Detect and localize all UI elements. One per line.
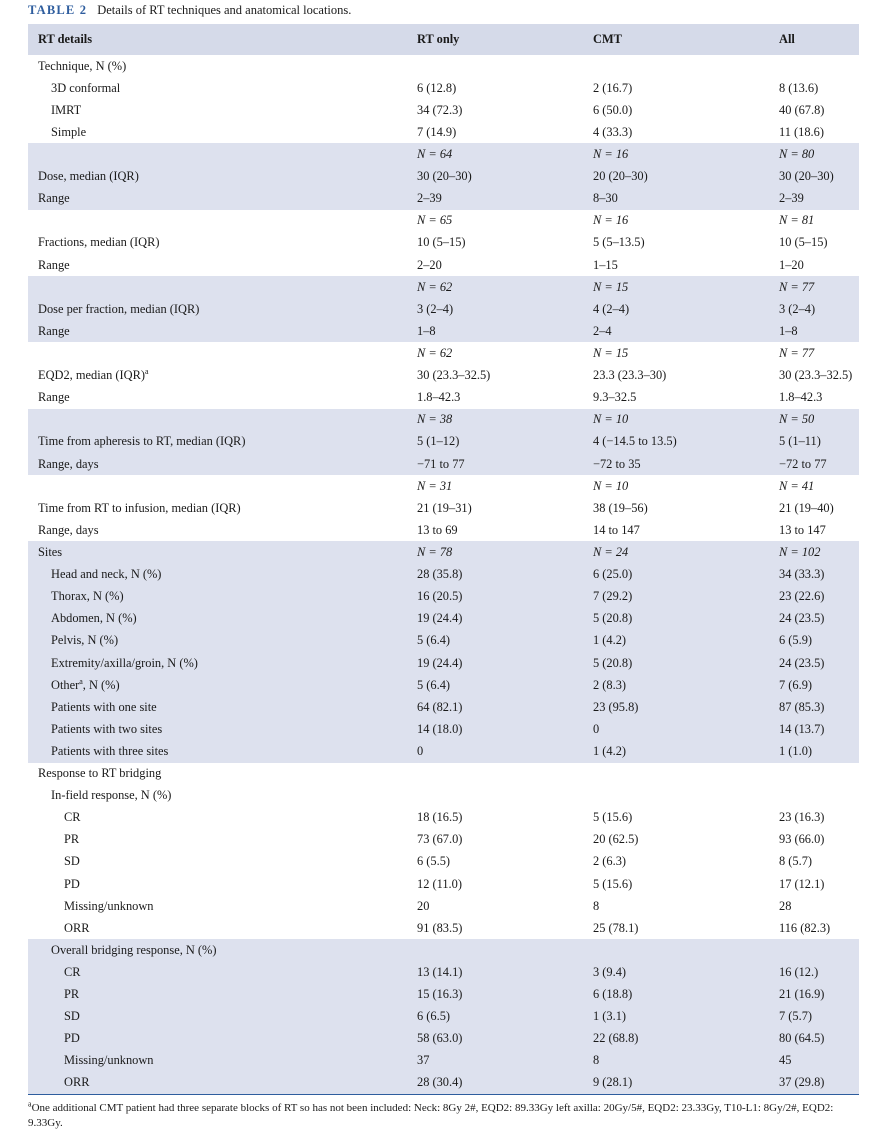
cell-cmt: 23 (95.8) [593,699,639,714]
table-row [28,232,859,254]
row-label [28,519,407,541]
row-label [28,895,407,917]
row-label [28,431,407,453]
cell-cmt: 1–15 [593,257,618,272]
cell-all: N = 102 [779,544,821,559]
table-row [28,497,859,519]
cell-cmt: 7 (29.2) [593,589,633,604]
row-label-text: Pelvis, N (%) [51,633,119,648]
table-row [28,541,859,563]
table-row [28,829,859,851]
cell-rt-only: 5 (1–12) [417,434,460,449]
row-label-text: Dose per fraction, median (IQR) [38,301,200,316]
table-row [28,519,859,541]
row-label [28,55,407,77]
header-cmt: CMT [593,32,622,46]
cell-all: 7 (5.7) [779,1009,813,1024]
table-row [28,298,859,320]
row-label [28,166,407,188]
cell-all: 21 (16.9) [779,987,825,1002]
table-row [28,674,859,696]
table-row [28,409,859,431]
cell-cmt: N = 16 [593,213,629,228]
row-label-text: Thorax, N (%) [51,589,124,604]
row-label-text: EQD2, median (IQR) [38,368,146,383]
row-label [28,630,407,652]
cell-all: 28 [779,898,792,913]
row-label [28,652,407,674]
cell-cmt: 0 [593,721,600,736]
header-all: All [779,32,795,46]
cell-all: 8 (13.6) [779,80,819,95]
cell-all: 116 (82.3) [779,920,831,935]
cell-all: N = 81 [779,213,815,228]
row-label [28,1028,407,1050]
row-label-text: CR [64,810,81,825]
row-label [28,254,407,276]
table-row [28,121,859,143]
table-footnote [28,1101,863,1131]
table-row [28,740,859,762]
row-label [28,365,407,387]
row-label-text: PR [64,832,80,847]
table-row [28,873,859,895]
cell-cmt: 5 (5–13.5) [593,235,645,250]
table-row [28,807,859,829]
cell-rt-only: N = 78 [417,544,453,559]
cell-rt-only: 15 (16.3) [417,987,463,1002]
row-label [28,1006,407,1028]
row-label-text: Range [38,390,70,405]
table-row [28,917,859,939]
table-row [28,276,859,298]
cell-cmt [583,763,769,785]
table-row [28,1050,859,1072]
row-label [28,409,407,431]
row-label [28,696,407,718]
table-row [28,453,859,475]
row-label [28,807,407,829]
cell-all: 87 (85.3) [779,699,825,714]
cell-rt-only: 10 (5–15) [417,235,466,250]
cell-all: N = 77 [779,279,815,294]
table-row [28,475,859,497]
cell-cmt: 5 (20.8) [593,611,633,626]
cell-cmt: 25 (78.1) [593,920,639,935]
table-row [28,166,859,188]
row-label-text: Simple [51,124,87,139]
cell-cmt: N = 16 [593,146,629,161]
row-label [28,785,407,807]
cell-all: 80 (64.5) [779,1031,825,1046]
table-number: TABLE 2 [28,3,88,17]
cell-cmt: 6 (50.0) [593,102,633,117]
cell-all: 24 (23.5) [779,611,825,626]
row-label-text: Response to RT bridging [38,766,162,781]
cell-rt-only: 1.8–42.3 [417,390,461,405]
cell-cmt: 23.3 (23.3–30) [593,368,667,383]
cell-all: 40 (67.8) [779,102,825,117]
cell-cmt: 6 (25.0) [593,567,633,582]
cell-rt-only: 73 (67.0) [417,832,463,847]
table-row [28,608,859,630]
cell-all: 7 (6.9) [779,677,813,692]
cell-all: 30 (23.3–32.5) [779,368,853,383]
table-row [28,895,859,917]
cell-all: 45 [779,1053,792,1068]
table-caption [28,2,351,18]
row-label-text: Dose, median (IQR) [38,169,139,184]
cell-cmt: 2–4 [593,323,612,338]
row-label [28,453,407,475]
table-row [28,1072,859,1094]
row-label-text: Missing/unknown [64,898,154,913]
footnote-mark: a [28,1099,32,1109]
cell-cmt: 1 (3.1) [593,1009,627,1024]
row-label-text: Range [38,257,70,272]
cell-cmt: N = 10 [593,412,629,427]
cell-rt-only: 16 (20.5) [417,589,463,604]
row-label-text: Missing/unknown [64,1053,154,1068]
cell-all: 10 (5–15) [779,235,828,250]
cell-all: 37 (29.8) [779,1075,825,1090]
row-label-text: PR [64,987,80,1002]
row-label-text: Technique, N (%) [38,58,127,73]
rt-details-table [28,24,859,1095]
cell-all [769,939,859,961]
footnote-text: One additional CMT patient had three separate blocks of RT so has not been included: Neck: 8Gy 2#, EQD2: 89.33Gy left axilla: 20Gy/5#, EQD2: 23.33Gy, T10-L1: 8Gy/2#, EQD2: 9.33Gy. [28,1102,834,1129]
row-label [28,1050,407,1072]
row-label-text: Patients with three sites [51,743,169,758]
cell-all: N = 77 [779,345,815,360]
cell-cmt: 2 (6.3) [593,854,627,869]
row-label [28,541,407,563]
row-label-text: PD [64,1031,80,1046]
row-label-text: Time from RT to infusion, median (IQR) [38,500,241,515]
row-label-text: PD [64,876,80,891]
cell-rt-only: 19 (24.4) [417,655,463,670]
row-label [28,387,407,409]
table-row [28,984,859,1006]
cell-rt-only: N = 62 [417,345,453,360]
row-label-text: Range, days [38,522,99,537]
cell-rt-only: 34 (72.3) [417,102,463,117]
cell-all: 8 (5.7) [779,854,813,869]
row-label-text: Abdomen, N (%) [51,611,137,626]
cell-rt-only: 3 (2–4) [417,301,454,316]
table-row [28,763,859,785]
cell-rt-only: 13 (14.1) [417,965,463,980]
row-label-text: Range [38,191,70,206]
table-row [28,851,859,873]
row-label-text: In-field response, N (%) [51,788,172,803]
row-label-text: SD [64,1009,80,1024]
row-label-text: Time from apheresis to RT, median (IQR) [38,434,246,449]
table-row [28,387,859,409]
row-label [28,674,407,696]
cell-all [769,763,859,785]
cell-rt-only: 6 (6.5) [417,1009,451,1024]
row-label [28,873,407,895]
row-label-text: CR [64,965,81,980]
cell-rt-only [407,55,583,77]
cell-all: 11 (18.6) [779,124,824,139]
cell-rt-only: N = 65 [417,213,453,228]
table-row [28,77,859,99]
cell-all: N = 50 [779,412,815,427]
cell-all: N = 41 [779,478,815,493]
table-row [28,55,859,77]
cell-cmt: 4 (33.3) [593,124,633,139]
row-label [28,188,407,210]
cell-cmt: −72 to 35 [593,456,641,471]
cell-all: 24 (23.5) [779,655,825,670]
cell-cmt: 4 (2–4) [593,301,630,316]
table-row [28,718,859,740]
cell-cmt: N = 15 [593,279,629,294]
row-label-text: Patients with one site [51,699,157,714]
cell-cmt: 8 [593,898,600,913]
header-row [28,24,859,55]
cell-rt-only: 21 (19–31) [417,500,472,515]
cell-rt-only [407,763,583,785]
row-label [28,298,407,320]
cell-all: 3 (2–4) [779,301,816,316]
cell-rt-only: 6 (5.5) [417,854,451,869]
cell-cmt: 9 (28.1) [593,1075,633,1090]
cell-cmt: 5 (15.6) [593,810,633,825]
row-label-text: Range, days [38,456,99,471]
cell-cmt: 4 (−14.5 to 13.5) [593,434,677,449]
footnote-ref: a [145,366,149,376]
cell-all: 5 (1–11) [779,434,821,449]
row-label [28,143,407,165]
table-row [28,431,859,453]
cell-all: −72 to 77 [779,456,827,471]
row-label [28,497,407,519]
table-row [28,586,859,608]
cell-cmt: 6 (18.8) [593,987,633,1002]
row-label-text: ORR [64,1075,90,1090]
table-row [28,696,859,718]
cell-rt-only: −71 to 77 [417,456,465,471]
cell-cmt: 1 (4.2) [593,633,627,648]
cell-rt-only: 14 (18.0) [417,721,463,736]
cell-rt-only: 7 (14.9) [417,124,457,139]
cell-rt-only: 12 (11.0) [417,876,462,891]
cell-rt-only: 30 (23.3–32.5) [417,368,491,383]
cell-rt-only: 18 (16.5) [417,810,463,825]
cell-cmt: 9.3–32.5 [593,390,637,405]
cell-rt-only: N = 31 [417,478,453,493]
cell-cmt: 38 (19–56) [593,500,648,515]
cell-rt-only: 28 (35.8) [417,567,463,582]
cell-rt-only [407,939,583,961]
row-label-text: Range [38,323,70,338]
cell-cmt: N = 24 [593,544,629,559]
cell-rt-only: 91 (83.5) [417,920,463,935]
row-label [28,320,407,342]
table-row [28,1006,859,1028]
table-row [28,188,859,210]
cell-cmt [583,785,769,807]
cell-cmt: 2 (16.7) [593,80,633,95]
cell-cmt [583,55,769,77]
row-label-text: Extremity/axilla/groin, N (%) [51,655,198,670]
table-row [28,365,859,387]
row-label [28,475,407,497]
cell-all: 6 (5.9) [779,633,813,648]
cell-cmt: 8–30 [593,191,618,206]
cell-all: 1 (1.0) [779,743,813,758]
header-rt-only: RT only [417,32,460,46]
cell-cmt: 5 (20.8) [593,655,633,670]
cell-cmt: 3 (9.4) [593,965,627,980]
table-row [28,99,859,121]
row-label [28,961,407,983]
row-label-text: Patients with two sites [51,721,163,736]
table-row [28,785,859,807]
row-label [28,851,407,873]
row-label [28,276,407,298]
row-label-text: Overall bridging response, N (%) [51,942,217,957]
cell-all: 23 (22.6) [779,589,825,604]
row-label [28,718,407,740]
cell-all [769,785,859,807]
cell-all: 14 (13.7) [779,721,825,736]
row-label-text: Sites [38,544,63,559]
table-row [28,1028,859,1050]
cell-rt-only: 30 (20–30) [417,169,472,184]
row-label-text: ORR [64,920,90,935]
table-row [28,143,859,165]
row-label [28,608,407,630]
cell-cmt: N = 15 [593,345,629,360]
table-title: Details of RT techniques and anatomical locations. [97,3,352,17]
row-label [28,232,407,254]
table-row [28,320,859,342]
cell-rt-only: 2–20 [417,257,442,272]
cell-all: 16 (12.) [779,965,819,980]
table-row [28,652,859,674]
cell-rt-only: 37 [417,1053,430,1068]
cell-rt-only: 2–39 [417,191,442,206]
cell-all [769,55,859,77]
table-row [28,961,859,983]
cell-rt-only: 20 [417,898,430,913]
table-row [28,254,859,276]
row-label [28,99,407,121]
cell-cmt: 5 (15.6) [593,876,633,891]
row-label [28,342,407,364]
row-label-text: 3D conformal [51,80,121,95]
row-label [28,77,407,99]
cell-all: 17 (12.1) [779,876,825,891]
cell-all: 21 (19–40) [779,500,834,515]
row-label [28,763,407,785]
cell-rt-only: 1–8 [417,323,436,338]
table-row [28,342,859,364]
row-label [28,939,407,961]
cell-all: 13 to 147 [779,522,826,537]
cell-cmt: 8 [593,1053,600,1068]
cell-all: 30 (20–30) [779,169,834,184]
cell-rt-only: 28 (30.4) [417,1075,463,1090]
cell-all: 93 (66.0) [779,832,825,847]
cell-rt-only: 5 (6.4) [417,633,451,648]
cell-rt-only: 58 (63.0) [417,1031,463,1046]
cell-all: 1–8 [779,323,798,338]
table-body [28,55,859,1094]
row-label-suffix: , N (%) [82,677,120,692]
cell-all: 1–20 [779,257,804,272]
row-label [28,829,407,851]
cell-rt-only: 64 (82.1) [417,699,463,714]
row-label [28,210,407,232]
footnote-ref: a [79,676,83,686]
table-row [28,939,859,961]
cell-rt-only [407,785,583,807]
row-label [28,586,407,608]
cell-rt-only: 6 (12.8) [417,80,457,95]
cell-cmt: 20 (62.5) [593,832,639,847]
cell-rt-only: 13 to 69 [417,522,458,537]
table-row [28,210,859,232]
cell-rt-only: N = 38 [417,412,453,427]
row-label [28,564,407,586]
table-header [28,24,859,55]
cell-rt-only: N = 62 [417,279,453,294]
cell-all: N = 80 [779,146,815,161]
cell-cmt: 20 (20–30) [593,169,648,184]
cell-cmt [583,939,769,961]
row-label-text: Other [51,677,80,692]
cell-cmt: 2 (8.3) [593,677,627,692]
row-label-text: SD [64,854,80,869]
row-label [28,740,407,762]
cell-all: 34 (33.3) [779,567,825,582]
cell-cmt: 1 (4.2) [593,743,627,758]
row-label-text: Head and neck, N (%) [51,567,162,582]
row-label [28,1072,407,1094]
cell-all: 1.8–42.3 [779,390,823,405]
cell-rt-only: 0 [417,743,424,758]
row-label [28,917,407,939]
cell-all: 2–39 [779,191,804,206]
cell-cmt: 14 to 147 [593,522,640,537]
row-label [28,121,407,143]
cell-cmt: 22 (68.8) [593,1031,639,1046]
table-row [28,564,859,586]
header-rt-details: RT details [38,32,93,46]
row-label-text: Fractions, median (IQR) [38,235,160,250]
cell-rt-only: 19 (24.4) [417,611,463,626]
cell-cmt: N = 10 [593,478,629,493]
cell-rt-only: N = 64 [417,146,453,161]
table-row [28,630,859,652]
row-label [28,984,407,1006]
cell-all: 23 (16.3) [779,810,825,825]
row-label-text: IMRT [51,102,82,117]
cell-rt-only: 5 (6.4) [417,677,451,692]
